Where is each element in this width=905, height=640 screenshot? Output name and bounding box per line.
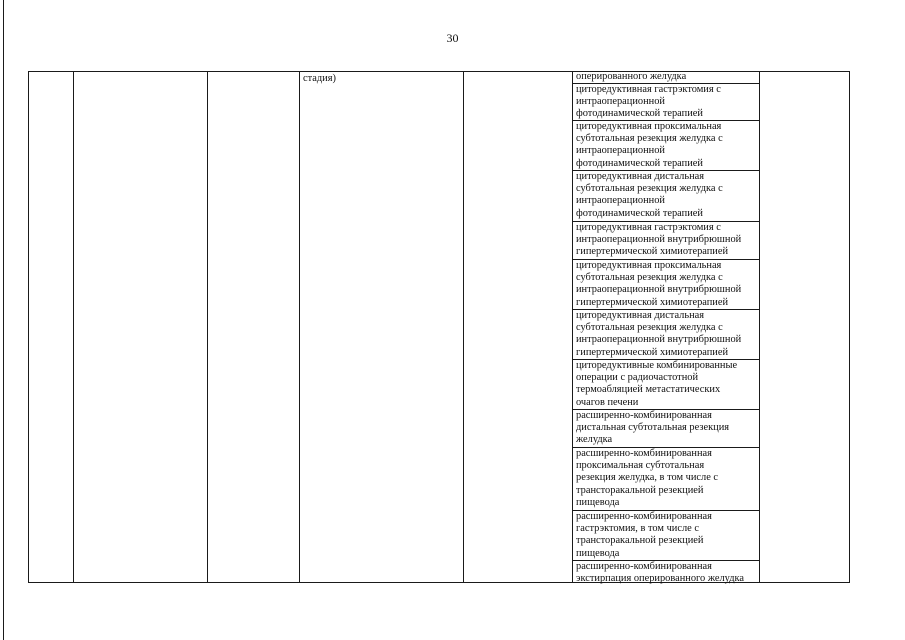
column-divider-1 <box>73 71 74 583</box>
column-divider-2 <box>207 71 208 583</box>
column-divider-3 <box>299 71 300 583</box>
procedure-item: расширенно-комбинированная дистальная субтотальная резекция желудка <box>572 410 759 448</box>
procedure-item: циторедуктивная гастрэктомия с интраоперационной фотодинамической терапией <box>572 84 759 121</box>
column-divider-6 <box>759 71 760 583</box>
stage-cell: стадия) <box>303 73 336 84</box>
procedure-item: расширенно-комбинированная экстирпация оперированного желудка <box>576 561 745 585</box>
procedure-item: циторедуктивная проксимальная субтотальная резекция желудка с интраоперационной фотодинамической терапией <box>572 121 759 171</box>
procedure-item: циторедуктивная дистальная субтотальная резекция желудка с интраоперационной фотодинамической терапией <box>572 171 759 222</box>
procedure-list <box>572 71 759 586</box>
page-number: 30 <box>446 31 459 45</box>
procedure-item: расширенно-комбинированная гастрэктомия, в том числе с трансторакальной резекцией пищевода <box>572 511 759 561</box>
procedure-item: циторедуктивные комбинированные операции с радиочастотной термоабляцией метастатических очагов печени <box>572 360 759 410</box>
column-divider-4 <box>463 71 464 583</box>
page-edge-rule <box>3 0 4 640</box>
procedure-item: оперированного желудка <box>572 71 759 84</box>
procedure-item: циторедуктивная гастрэктомия с интраоперационной внутрибрюшной гипертермической химиотерапией <box>572 222 759 260</box>
procedure-item: циторедуктивная дистальная субтотальная резекция желудка с интраоперационной внутрибрюшной гипертермической химиотерапией <box>572 310 759 360</box>
procedure-item: циторедуктивная проксимальная субтотальная резекция желудка с интраоперационной внутрибрюшной гипертермической химиотерапией <box>572 260 759 310</box>
procedure-item: расширенно-комбинированная проксимальная субтотальная резекция желудка, в том числе с трансторакальной резекцией пищевода <box>572 448 759 511</box>
